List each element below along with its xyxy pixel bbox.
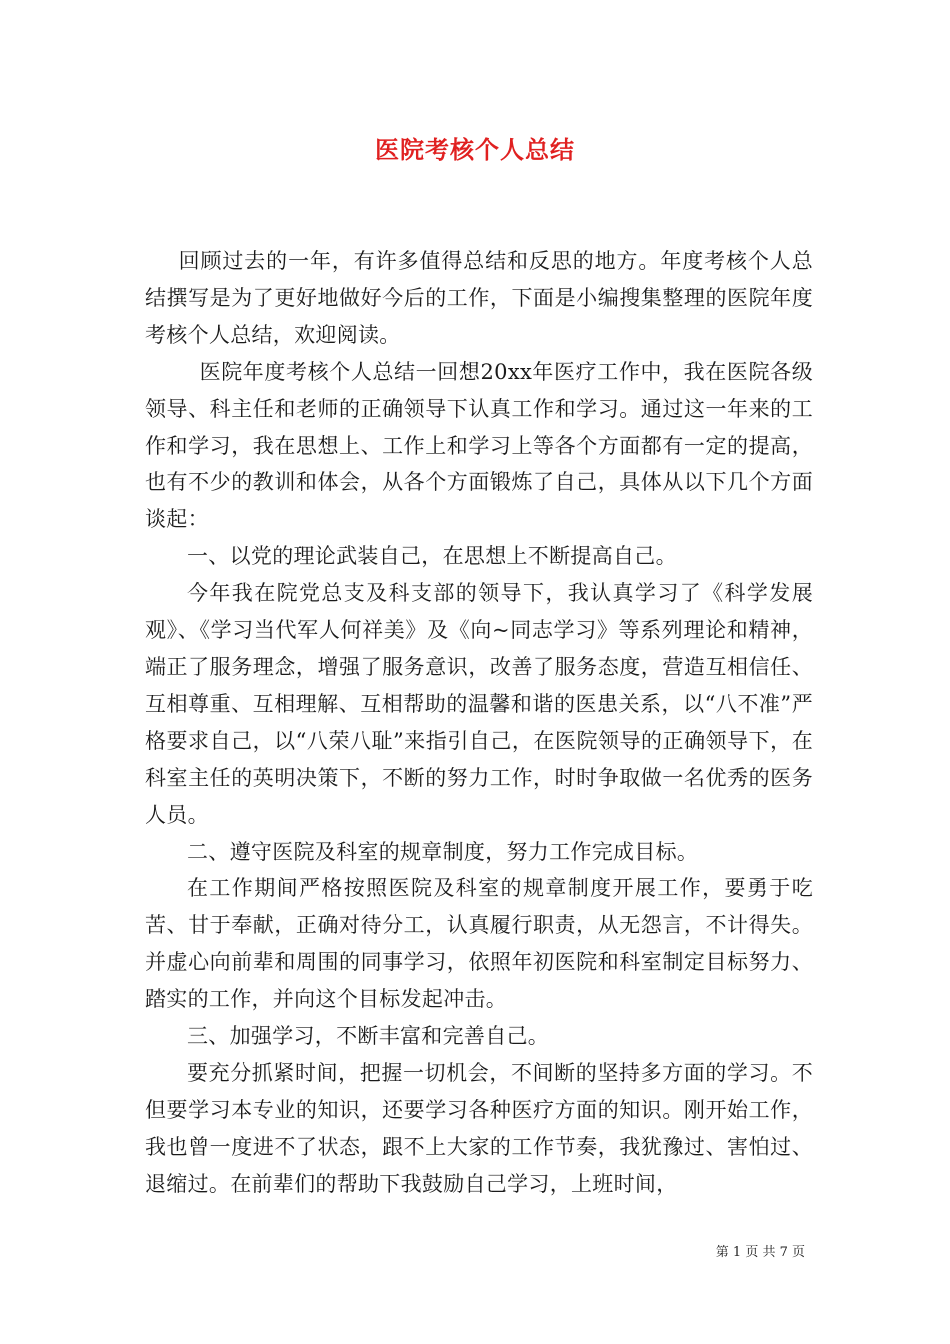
paragraph-section-2: 在工作期间严格按照医院及科室的规章制度开展工作，要勇于吃苦、甘于奉献，正确对待分工，认真履行职责，从无怨言，不计得失。并虚心向前辈和周围的同事学习，依照年初医院和科室制定目标努力、踏实的工作，并向这个目标发起冲击。 (145, 876, 813, 1012)
document-title: 医院考核个人总结 (375, 135, 575, 164)
page-number-footer: 第 1 页 共 7 页 (715, 1245, 805, 1260)
paragraph-intro: 回顾过去的一年，有许多值得总结和反思的地方。年度考核个人总结撰写是为了更好地做好今后的工作，下面是小编搜集整理的医院年度考核个人总结，欢迎阅读。 (145, 249, 813, 347)
paragraph-summary-opening: 医院年度考核个人总结一回想20xx年医疗工作中，我在医院各级领导、科主任和老师的正确领导下认真工作和学习。通过这一年来的工作和学习，我在思想上、工作上和学习上等各个方面都有一定的提高，也有不少的教训和体会，从各个方面锻炼了自己，具体从以下几个方面谈起： (145, 359, 813, 532)
document-body (145, 243, 813, 1203)
paragraph-section-3: 要充分抓紧时间，把握一切机会，不间断的坚持多方面的学习。不但要学习本专业的知识，还要学习各种医疗方面的知识。刚开始工作，我也曾一度进不了状态，跟不上大家的工作节奏，我犹豫过、害怕过、退缩过。在前辈们的帮助下我鼓励自己学习，上班时间， (145, 1060, 813, 1196)
section-heading-3: 三、加强学习，不断丰富和完善自己。 (187, 1024, 550, 1049)
paragraph-section-1: 今年我在院党总支及科支部的领导下，我认真学习了《科学发展观》、《学习当代军人何祥美》及《向~同志学习》等系列理论和精神，端正了服务理念，增强了服务意识，改善了服务态度，营造互相信任、互相尊重、互相理解、互相帮助的温馨和谐的医患关系，以“八不准”严格要求自己，以“八荣八耻”来指引自己，在医院领导的正确领导下，在科室主任的英明决策下，不断的努力工作，时时争取做一名优秀的医务人员。 (145, 581, 813, 827)
section-heading-2: 二、遵守医院及科室的规章制度，努力工作完成目标。 (187, 839, 699, 864)
section-heading-1: 一、以党的理论武装自己，在思想上不断提高自己。 (187, 544, 677, 569)
